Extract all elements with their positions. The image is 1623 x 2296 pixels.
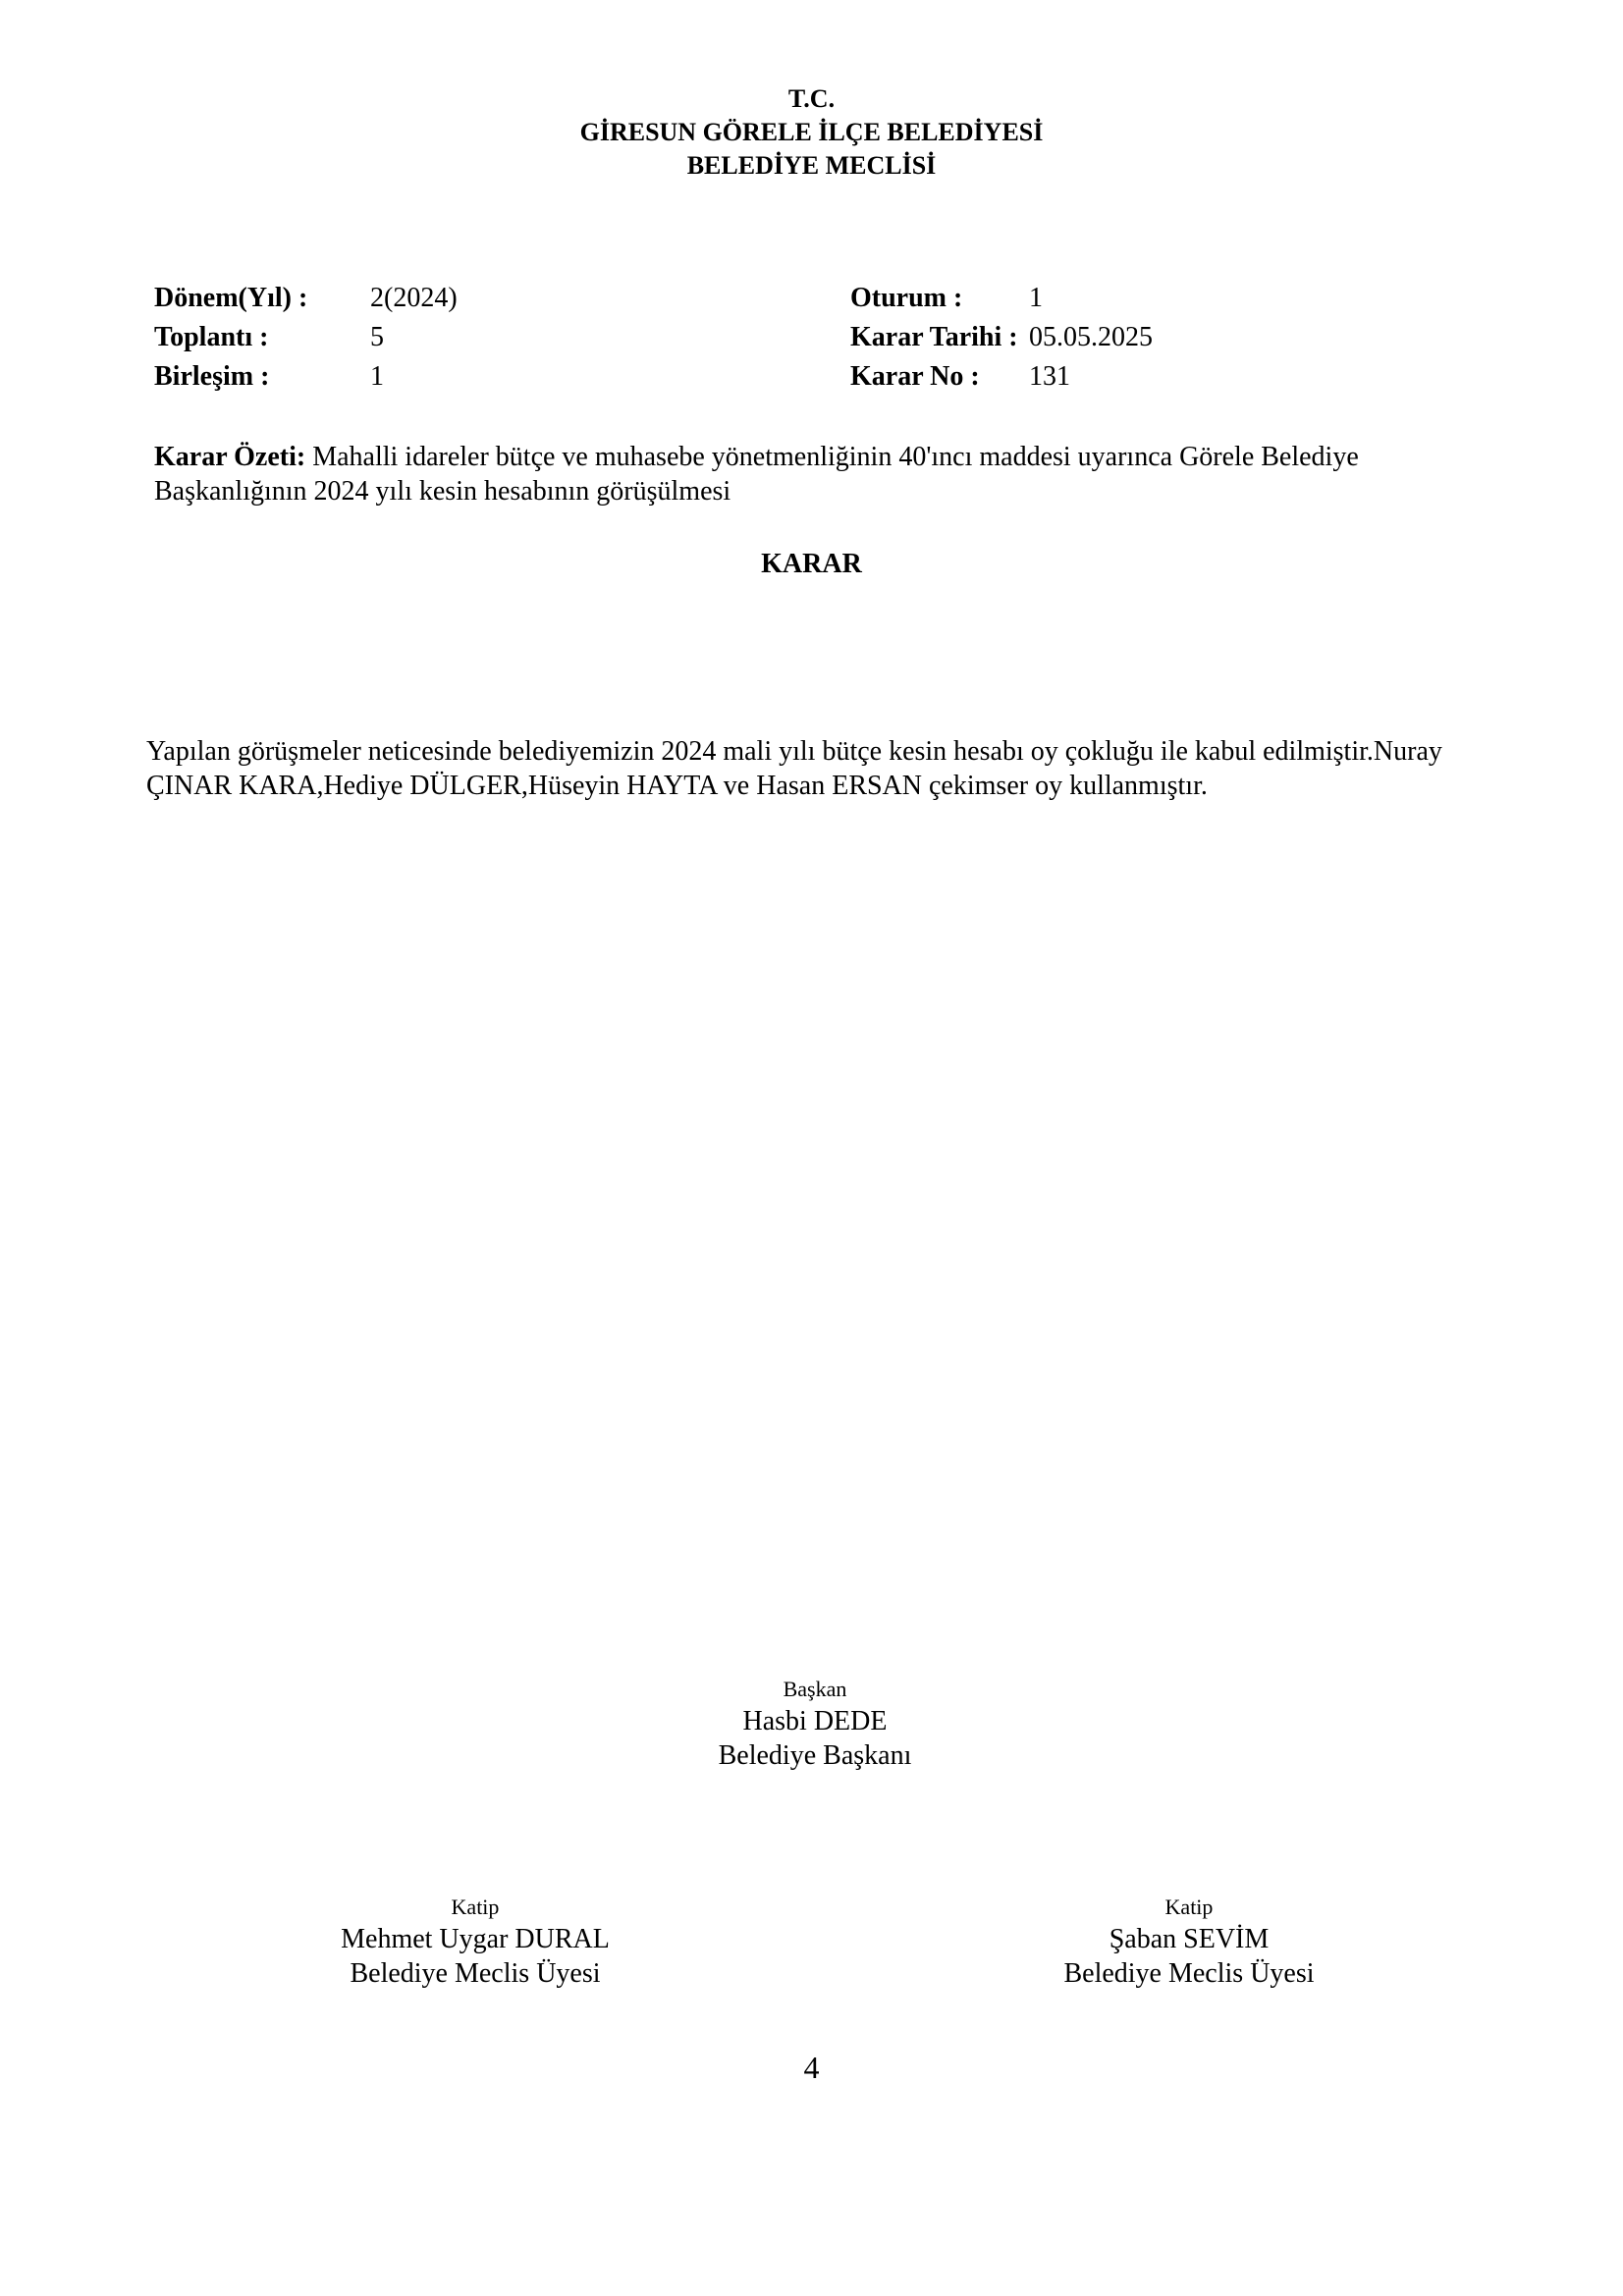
- summary-line-2: Başkanlığının 2024 yılı kesin hesabının görüşülmesi: [154, 476, 731, 507]
- summary-text-1: Mahalli idareler bütçe ve muhasebe yönetmenliğinin 40'ıncı maddesi uyarınca Görele Belediye: [312, 442, 1359, 472]
- meta-session-label: Birleşim :: [154, 361, 270, 392]
- header-municipality: GİRESUN GÖRELE İLÇE BELEDİYESİ: [579, 118, 1044, 146]
- meta-decision-date-label: Karar Tarihi :: [850, 322, 1018, 352]
- header-council: BELEDİYE MECLİSİ: [686, 151, 937, 180]
- signature-president: [569, 1675, 1060, 1773]
- meta-meeting-label: Toplantı :: [154, 322, 269, 352]
- document-header: [0, 82, 1623, 183]
- signature-clerk-left-name: Mehmet Uygar DURAL: [341, 1924, 610, 1954]
- signature-clerk-right: [944, 1893, 1434, 1991]
- signature-clerk-right-name: Şaban SEVİM: [1109, 1924, 1270, 1954]
- meta-decision-no-value: 131: [1029, 361, 1070, 392]
- header-republic: T.C.: [787, 84, 836, 113]
- decision-summary: [154, 440, 1431, 508]
- signature-clerk-right-title: Belediye Meclis Üyesi: [1063, 1958, 1315, 1989]
- meta-decision-date-value: 05.05.2025: [1029, 322, 1153, 352]
- summary-label: Karar Özeti:: [154, 442, 306, 472]
- meta-decision-no-label: Karar No :: [850, 361, 980, 392]
- signature-clerk-left-title: Belediye Meclis Üyesi: [350, 1958, 601, 1989]
- signature-clerk-left-role: Katip: [451, 1895, 500, 1919]
- decision-body: [146, 734, 1501, 803]
- meta-sitting-value: 1: [1029, 283, 1043, 313]
- meta-period-label: Dönem(Yıl) :: [154, 283, 308, 313]
- meta-session-value: 1: [370, 361, 384, 392]
- signature-clerk-left: [230, 1893, 721, 1991]
- meta-meeting-value: 5: [370, 322, 384, 352]
- decision-line-1: Yapılan görüşmeler neticesinde belediyemizin 2024 mali yılı bütçe kesin hesabı oy çokluğu ile kabul edilmiştir.Nuray: [146, 736, 1442, 767]
- decision-title: KARAR: [761, 549, 862, 579]
- page-number: 4: [803, 2050, 820, 2085]
- signature-president-role: Başkan: [783, 1677, 847, 1701]
- signature-president-title: Belediye Başkanı: [718, 1740, 912, 1771]
- signature-clerk-right-role: Katip: [1164, 1895, 1214, 1919]
- meta-sitting-label: Oturum :: [850, 283, 963, 313]
- decision-line-2: ÇINAR KARA,Hediye DÜLGER,Hüseyin HAYTA ve Hasan ERSAN çekimser oy kullanmıştır.: [146, 771, 1208, 801]
- meta-period-value: 2(2024): [370, 283, 458, 313]
- summary-line-1: [154, 440, 1431, 474]
- signature-president-name: Hasbi DEDE: [742, 1706, 888, 1736]
